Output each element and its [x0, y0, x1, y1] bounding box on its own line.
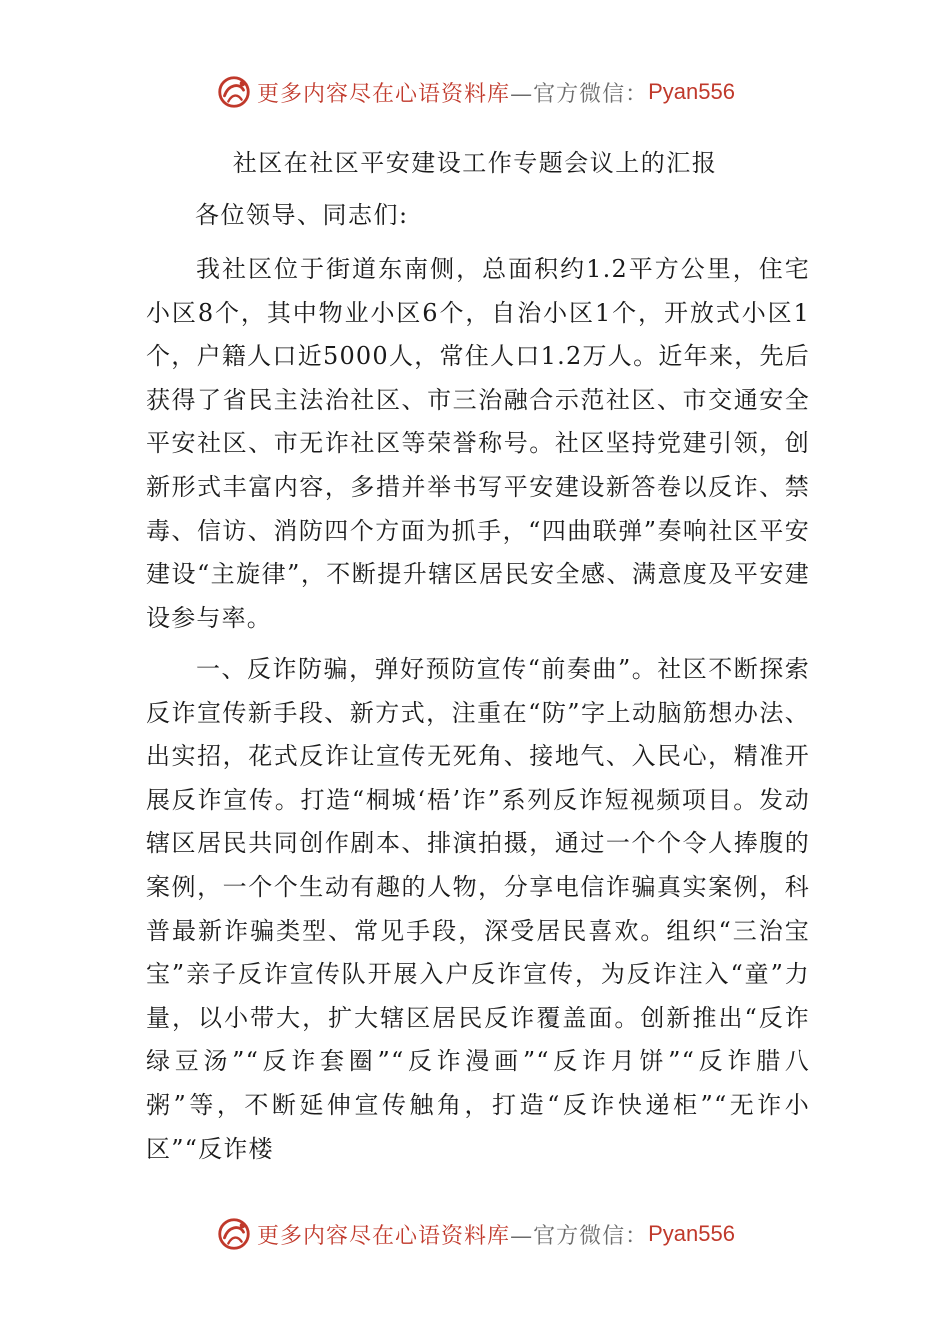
banner-separator: —官方微信：: [510, 1223, 649, 1249]
document-title: 社区在社区平安建设工作专题会议上的汇报: [232, 149, 718, 177]
paragraph-section-one: 一、反诈防骗，弹好预防宣传“前奏曲”。社区不断探索反诈宣传新手段、新方式，注重在“防”字上动脑筋想办法、出实招，花式反诈让宣传无死角、接地气、入民心，精准开展反诈宣传。打造“桐城‘梧’诈”系列反诈短视频项目。发动辖区居民共同创作剧本、排演拍摄，通过一个个令人捧腹的案例，一个个生动有趣的人物，分享电信诈骗真实案例，科普最新诈骗类型、常见手段，深受居民喜欢。组织“三治宝宝”亲子反诈宣传队开展入户反诈宣传，为反诈注入“童”力量，以小带大，扩大辖区居民反诈覆盖面。创新推出“反诈绿豆汤”“反诈套圈”“反诈漫画”“反诈月饼”“反诈腊八粥”等，不断延伸宣传触角，打造“反诈快递柜”“无诈小区”“反诈楼: [146, 655, 810, 1163]
swirl-logo-icon: [215, 73, 253, 111]
banner-account: Pyan556: [648, 1221, 735, 1246]
paragraph-intro: 我社区位于街道东南侧，总面积约1.2平方公里，住宅小区8个，其中物业小区6个，自治小区1个，开放式小区1个，户籍人口近5000人，常住人口1.2万人。近年来，先后获得了省民主法治社区、市三治融合示范社区、市交通安全平安社区、市无诈社区等荣誉称号。社区坚持党建引领，创新形式丰富内容，多措并举书写平安建设新答卷以反诈、禁毒、信访、消防四个方面为抓手，“四曲联弹”奏响社区平安建设“主旋律”，不断提升辖区居民安全感、满意度及平安建设参与率。: [146, 255, 810, 632]
banner-text: 更多内容尽在心语资料库: [257, 81, 511, 107]
banner-text: 更多内容尽在心语资料库: [257, 1223, 511, 1249]
footer-watermark-banner: [0, 1214, 950, 1254]
document-greeting: 各位领导、同志们:: [195, 201, 409, 229]
banner-account: Pyan556: [648, 79, 735, 104]
banner-separator: —官方微信：: [510, 81, 649, 107]
header-watermark-banner: [0, 72, 950, 112]
swirl-logo-icon: [215, 1215, 253, 1253]
